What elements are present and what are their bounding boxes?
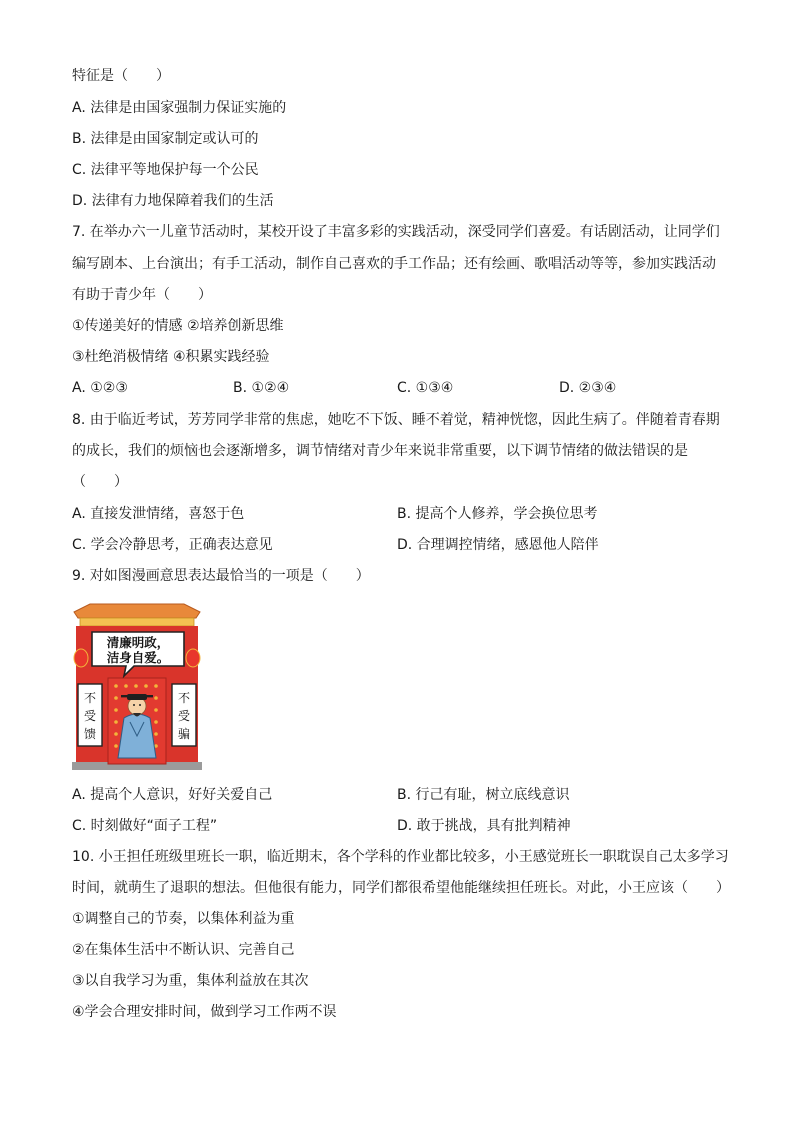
q7-items-line2: ③杜绝消极情绪 ④积累实践经验 <box>72 349 270 365</box>
q7-option-d: D. ②③④ <box>559 380 617 396</box>
right-sign-char1: 不 <box>177 691 191 705</box>
q9-option-a: A. 提高个人意识，好好关爱自己 <box>72 787 273 803</box>
q8-stem-line1: 8. 由于临近考试，芳芳同学非常的焦虑，她吃不下饭、睡不着觉，精神恍惚，因此生病了。伴随着青春期 <box>72 412 720 428</box>
q10-item-2: ②在集体生活中不断认识、完善自己 <box>72 942 295 958</box>
left-sign-char1: 不 <box>83 691 97 705</box>
q10-item-3: ③以自我学习为重，集体利益放在其次 <box>72 973 309 989</box>
q6-option-c: C. 法律平等地保护每一个公民 <box>72 162 259 178</box>
banner-line2: 洁身自爱。 <box>106 650 170 665</box>
q8-stem-line2: 的成长，我们的烦恼也会逐渐增多，调节情绪对青少年来说非常重要，以下调节情绪的做法错误的是 <box>72 443 688 459</box>
q7-stem-line3: 有助于青少年（ ） <box>72 287 212 303</box>
q8-option-c: C. 学会冷静思考，正确表达意见 <box>72 537 273 553</box>
q6-option-d: D. 法律有力地保障着我们的生活 <box>72 193 274 209</box>
q7-option-c: C. ①③④ <box>397 380 454 396</box>
q6-stem-tail: 特征是（ ） <box>72 68 170 84</box>
q10-stem-line2: 时间，就萌生了退职的想法。但他很有能力，同学们都很希望他能继续担任班长。对此，小王应该（ ） <box>72 880 730 896</box>
q9-option-c: C. 时刻做好“面子工程” <box>72 818 218 834</box>
q9-option-d: D. 敢于挑战，具有批判精神 <box>397 818 571 834</box>
q7-option-b: B. ①②④ <box>233 380 290 396</box>
q7-option-a: A. ①②③ <box>72 380 128 396</box>
banner-line1: 清廉明政， <box>106 635 170 650</box>
q6-option-a: A. 法律是由国家强制力保证实施的 <box>72 100 287 116</box>
right-sign-char3: 骗 <box>177 727 191 741</box>
q6-option-b: B. 法律是由国家制定或认可的 <box>72 131 259 147</box>
q8-option-d: D. 合理调控情绪，感恩他人陪伴 <box>397 537 599 553</box>
q8-stem-line3: （ ） <box>72 474 128 490</box>
q7-items-line1: ①传递美好的情感 ②培养创新思维 <box>72 318 284 334</box>
left-sign-char2: 受 <box>83 709 97 723</box>
q8-option-b: B. 提高个人修养，学会换位思考 <box>397 506 598 522</box>
q9-stem: 9. 对如图漫画意思表达最恰当的一项是（ ） <box>72 568 370 584</box>
anti-corruption-cartoon <box>72 602 202 770</box>
q9-option-b: B. 行己有耻，树立底线意识 <box>397 787 570 803</box>
q8-option-a: A. 直接发泄情绪，喜怒于色 <box>72 506 245 522</box>
right-sign-char2: 受 <box>177 709 191 723</box>
q10-item-4: ④学会合理安排时间，做到学习工作两不误 <box>72 1004 337 1020</box>
q10-item-1: ①调整自己的节奏，以集体利益为重 <box>72 911 295 927</box>
q10-stem-line1: 10. 小王担任班级里班长一职，临近期末，各个学科的作业都比较多，小王感觉班长一职耽误自己太多学习 <box>72 849 729 865</box>
q7-stem-line2: 编写剧本、上台演出；有手工活动，制作自己喜欢的手工作品；还有绘画、歌唱活动等等，参加实践活动 <box>72 256 716 272</box>
left-sign-char3: 馈 <box>83 727 97 741</box>
q7-stem-line1: 7. 在举办六一儿童节活动时，某校开设了丰富多彩的实践活动，深受同学们喜爱。有话剧活动，让同学们 <box>72 224 720 240</box>
